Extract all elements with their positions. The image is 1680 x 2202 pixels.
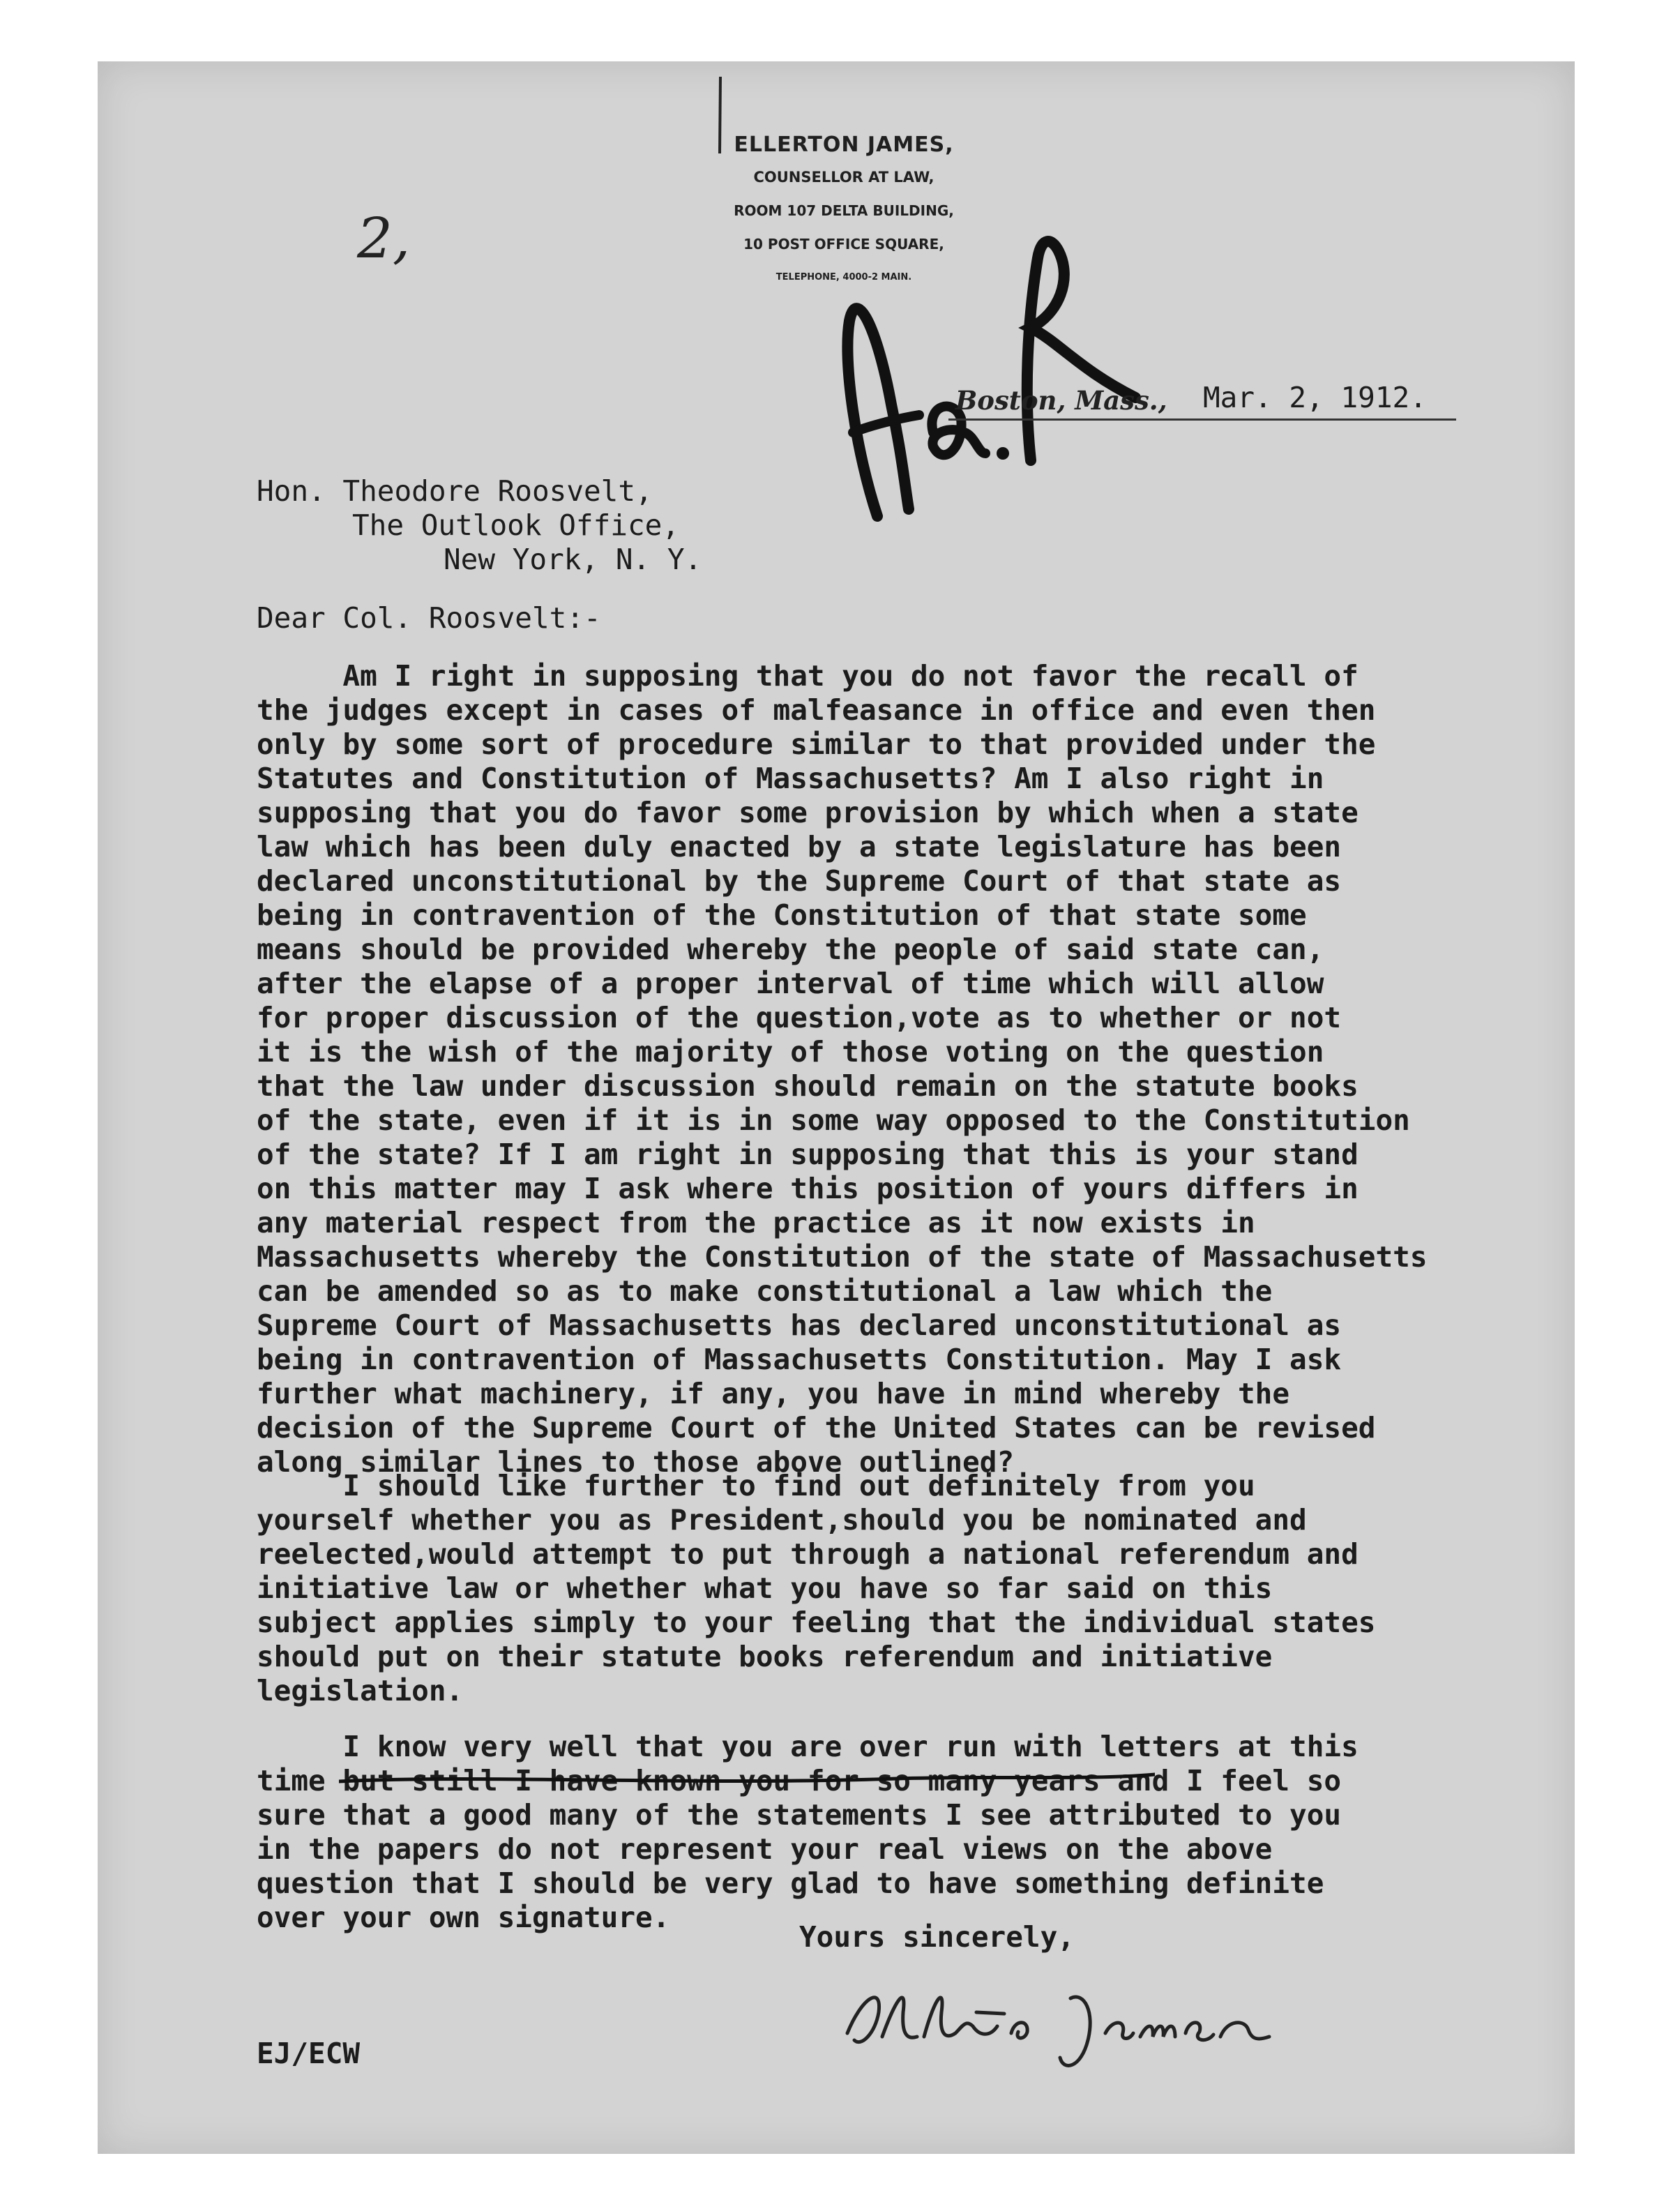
letterhead-room: ROOM 107 DELTA BUILDING, bbox=[734, 202, 954, 219]
letterhead-title: COUNSELLOR AT LAW, bbox=[753, 169, 934, 186]
closing: Yours sincerely, bbox=[799, 1920, 1075, 1954]
letter-date: Mar. 2, 1912. bbox=[1203, 381, 1427, 414]
letterhead-address: 10 POST OFFICE SQUARE, bbox=[743, 236, 944, 252]
recipient-name: Hon. Theodore Roosvelt, bbox=[257, 474, 653, 508]
page-number: 2, bbox=[357, 206, 411, 271]
ack-stamp bbox=[828, 223, 1156, 530]
place-line: Boston, Mass., bbox=[955, 385, 1167, 416]
typist-initials: EJ/ECW bbox=[257, 2037, 361, 2070]
paragraph-2: I should like further to find out definitely from you yourself whether you as President,should you be nominated and reelected,would attempt to put through a national referendum and initiative law or whether what you have so far said on this subject applies simply to your feeling that the individual states should put on their statute books referendum and initiative legislation. bbox=[257, 1469, 1376, 1707]
letterhead-name: ELLERTON JAMES, bbox=[734, 133, 954, 157]
paragraph-3: I know very well that you are over run with letters at this time but still I have known you for so many years and I feel so sure that a good many of the statements I see attributed to you in the papers do not represent your real views on the above question that I should be very glad to have something definite over your own signature. bbox=[257, 1730, 1359, 1934]
salutation: Dear Col. Roosvelt:- bbox=[257, 601, 601, 635]
recipient-office: The Outlook Office, bbox=[352, 508, 679, 542]
handwritten-underline bbox=[339, 1770, 1155, 1788]
recipient-city: New York, N. Y. bbox=[444, 543, 702, 576]
signature bbox=[840, 1970, 1273, 2075]
date-rule bbox=[948, 418, 1456, 421]
margin-mark bbox=[718, 77, 722, 153]
paragraph-1: Am I right in supposing that you do not favor the recall of the judges except in cases of malfeasance in office and even then only by some sort of procedure similar to that provided under the Statutes and Constitution of Massachusetts? Am I also right in supposing that you do favor some provision by which when a state law which has been duly enacted by a state legislature has been declared unconstitutional by the Supreme Court of that state as being in contravention of the Constitution of that state some means should be provided whereby the people of said state can, after the elapse of a proper interval of time which will allow for proper discussion of the question,vote as to whether or not it is the wish of the majority of those voting on the question that the law under discussion should remain on the statute books of the state, even if it is in some way opposed to the Constitution of the state? If I am right in supposing that this is your stand on this matter may I ask where this position of yours differs in any material respect from the practice as it now exists in Massachusetts whereby the Constitution of the state of Massachusetts can be amended so as to make constitutional a law which the Supreme Court of Massachusetts has declared unconstitutional as being in contravention of Massachusetts Constitution. May I ask further what machinery, if any, you have in mind whereby the decision of the Supreme Court of the United States can be revised along similar lines to those above outlined? bbox=[257, 659, 1428, 1479]
letterhead-telephone: TELEPHONE, 4000-2 MAIN. bbox=[775, 272, 912, 282]
